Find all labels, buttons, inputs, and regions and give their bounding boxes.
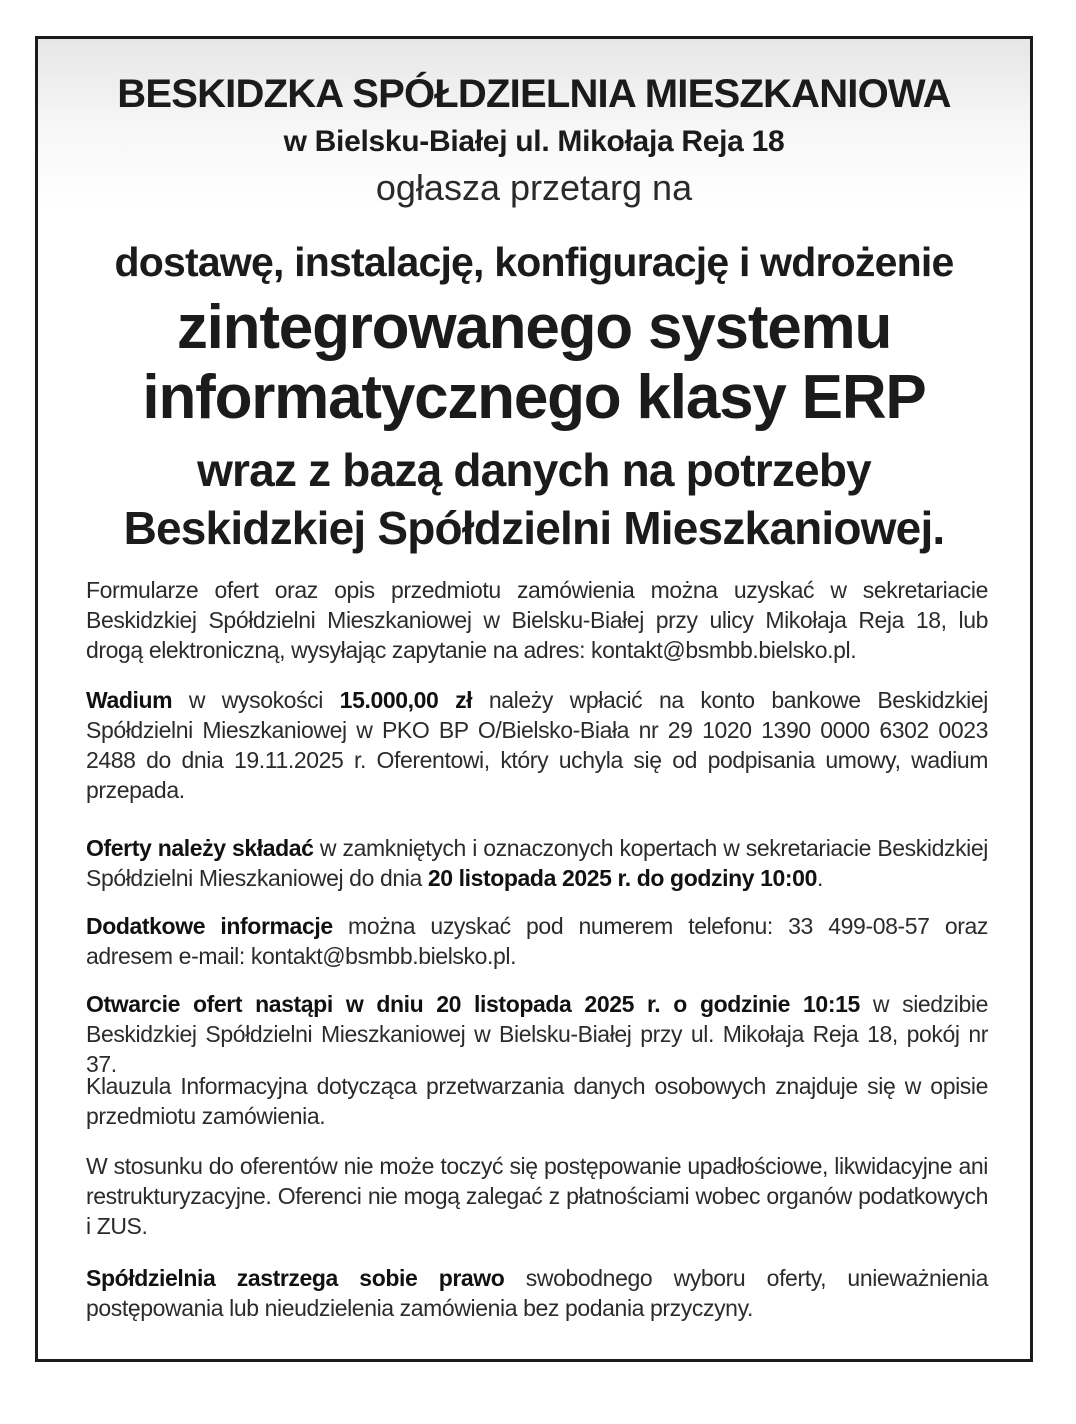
opening-label: Otwarcie ofert nastąpi w dniu 20 listopada 2025 r. o godzinie 10:15 — [86, 991, 860, 1017]
paragraph-rights — [86, 1263, 988, 1323]
rights-text: swobodnego wyboru oferty, unieważnienia postępowania lub nieudzielenia zamówienia bez podania przyczyny. — [86, 1265, 988, 1321]
tender-subject-line-4: wraz z bazą danych na potrzeby — [197, 444, 871, 496]
wadium-label: Wadium — [86, 687, 173, 713]
announcement-frame — [35, 36, 1033, 1362]
opening-text: w siedzibie Beskidzkiej Spółdzielni Mieszkaniowej w Bielsku-Białej przy ul. Mikołaja Reja 18, pokój nr 37. — [86, 991, 988, 1077]
offers-label: Oferty należy składać — [86, 835, 314, 861]
wadium-amount: 15.000,00 zł — [339, 687, 473, 713]
paragraph-offers — [86, 833, 988, 893]
bankruptcy-text: W stosunku do oferentów nie może toczyć się postępowanie upadłościowe, likwidacyjne ani restrukturyzacyjne. Oferenci nie mogą zalegać z płatnościami wobec organów podatkowych i ZUS. — [86, 1153, 988, 1239]
rights-label: Spółdzielnia zastrzega sobie prawo — [86, 1265, 505, 1291]
paragraph-opening — [86, 989, 988, 1079]
info-label: Dodatkowe informacje — [86, 913, 333, 939]
wadium-text-2: należy wpłacić na konto bankowe Beskidzkiej Spółdzielni Mieszkaniowej w PKO BP O/Bielsko-Biała nr 29 1020 1390 0000 6302 0023 2488 do dnia 19.11.2025 r. Oferentowi, który uchyla się od podpisania umowy, wadium przepada. — [86, 687, 988, 803]
announcement-intro: ogłasza przetarg na — [375, 167, 693, 208]
tender-subject-line-2: zintegrowanego systemu — [176, 293, 892, 362]
tender-subject-line-5: Beskidzkiej Spółdzielni Mieszkaniowej. — [123, 502, 945, 554]
organization-address: w Bielsku-Białej ul. Mikołaja Reja 18 — [283, 125, 785, 158]
paragraph-bankruptcy — [86, 1151, 988, 1241]
tender-subject-line-3: informatycznego klasy ERP — [142, 363, 926, 432]
offers-text: w zamkniętych i oznaczonych kopertach w sekretariacie Beskidzkiej Spółdzielni Mieszkaniowej do dnia — [86, 835, 988, 891]
offers-deadline: 20 listopada 2025 r. do godziny 10:00 — [427, 865, 817, 891]
forms-text: Formularze ofert oraz opis przedmiotu zamówienia można uzyskać w sekretariacie Beskidzkiej Spółdzielni Mieszkaniowej w Bielsku-Białej przy ulicy Mikołaja Reja 18, lub drogą elektroniczną, wysyłając zapytanie na adres: kontakt@bsmbb.bielsko.pl. — [86, 577, 988, 663]
info-text: można uzyskać pod numerem telefonu: 33 499-08-57 oraz adresem e-mail: kontakt@bsmbb.bielsko.pl. — [86, 913, 989, 969]
tender-subject-line-1: dostawę, instalację, konfigurację i wdrożenie — [114, 239, 954, 285]
paragraph-wadium — [86, 685, 988, 805]
offers-end: . — [816, 865, 823, 891]
paragraph-forms — [86, 575, 988, 665]
organization-name: BESKIDZKA SPÓŁDZIELNIA MIESZKANIOWA — [117, 72, 951, 116]
wadium-text-1: w wysokości — [172, 687, 340, 713]
clause-text: Klauzula Informacyjna dotycząca przetwarzania danych osobowych znajduje się w opisie przedmiotu zamówienia. — [86, 1073, 988, 1129]
paragraph-clause — [86, 1071, 988, 1131]
paragraph-additional-info — [86, 911, 988, 971]
